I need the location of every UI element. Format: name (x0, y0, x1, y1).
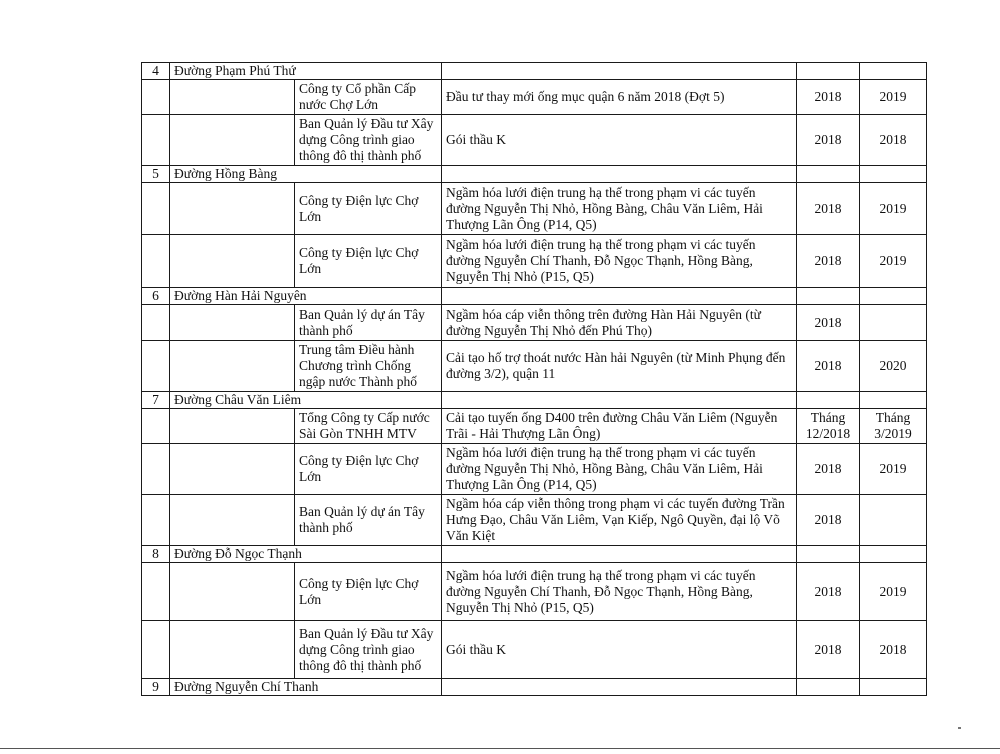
project-cell: Cải tạo tuyến ống D400 trên đường Châu Văn Liêm (Nguyễn Trãi - Hải Thượng Lãn Ông) (442, 409, 797, 444)
empty-number-cell (142, 115, 170, 166)
empty-cell (442, 166, 797, 183)
project-cell: Ngầm hóa lưới điện trung hạ thế trong phạm vi các tuyến đường Nguyễn Thị Nhỏ, Hồng Bàng, Châu Văn Liêm, Hải Thượng Lãn Ông (P14, Q5) (442, 444, 797, 495)
table-row (142, 495, 927, 546)
section-street: Đường Phạm Phú Thứ (170, 63, 442, 80)
end-year-cell (860, 305, 927, 341)
unit-cell: Công ty Điện lực Chợ Lớn (295, 183, 442, 235)
unit-cell: Tổng Công ty Cấp nước Sài Gòn TNHH MTV (295, 409, 442, 444)
empty-cell (442, 679, 797, 696)
start-year-cell: 2018 (797, 305, 860, 341)
section-number: 6 (142, 288, 170, 305)
empty-number-cell (142, 444, 170, 495)
section-number: 8 (142, 546, 170, 563)
empty-cell (442, 546, 797, 563)
empty-number-cell (142, 235, 170, 288)
empty-street-cell (170, 115, 295, 166)
empty-cell (442, 63, 797, 80)
unit-cell: Ban Quản lý dự án Tây thành phố (295, 495, 442, 546)
start-year-cell: 2018 (797, 341, 860, 392)
empty-cell (797, 546, 860, 563)
unit-cell: Công ty Cổ phần Cấp nước Chợ Lớn (295, 80, 442, 115)
unit-cell: Công ty Điện lực Chợ Lớn (295, 444, 442, 495)
start-year-cell: 2018 (797, 495, 860, 546)
project-cell: Ngầm hóa lưới điện trung hạ thế trong phạm vi các tuyến đường Nguyễn Thị Nhỏ, Hồng Bàng, Châu Văn Liêm, Hải Thượng Lãn Ông (P14, Q5) (442, 183, 797, 235)
section-street: Đường Đỗ Ngọc Thạnh (170, 546, 442, 563)
table-row (142, 183, 927, 235)
project-cell: Ngầm hóa lưới điện trung hạ thế trong phạm vi các tuyến đường Nguyễn Chí Thanh, Đỗ Ngọc Thạnh, Hồng Bàng, Nguyễn Thị Nhỏ (P15, Q5) (442, 563, 797, 621)
empty-cell (860, 63, 927, 80)
end-year-cell: 2019 (860, 235, 927, 288)
empty-cell (860, 546, 927, 563)
scan-speck (958, 727, 961, 729)
end-year-cell: 2018 (860, 115, 927, 166)
empty-number-cell (142, 563, 170, 621)
end-year-cell: 2019 (860, 444, 927, 495)
section-street: Đường Hồng Bàng (170, 166, 442, 183)
start-year-cell: 2018 (797, 621, 860, 679)
empty-cell (860, 679, 927, 696)
start-year-cell: 2018 (797, 563, 860, 621)
empty-number-cell (142, 80, 170, 115)
end-year-cell: 2019 (860, 80, 927, 115)
start-year-cell: 2018 (797, 444, 860, 495)
empty-cell (797, 679, 860, 696)
section-street: Đường Châu Văn Liêm (170, 392, 442, 409)
end-year-cell: Tháng 3/2019 (860, 409, 927, 444)
empty-street-cell (170, 235, 295, 288)
project-cell: Đầu tư thay mới ống mục quận 6 năm 2018 (Đợt 5) (442, 80, 797, 115)
empty-number-cell (142, 305, 170, 341)
empty-street-cell (170, 183, 295, 235)
start-year-cell: 2018 (797, 80, 860, 115)
table-row (142, 621, 927, 679)
end-year-cell: 2018 (860, 621, 927, 679)
empty-street-cell (170, 621, 295, 679)
empty-number-cell (142, 409, 170, 444)
empty-street-cell (170, 444, 295, 495)
empty-street-cell (170, 563, 295, 621)
empty-cell (797, 166, 860, 183)
project-cell: Gói thầu K (442, 621, 797, 679)
end-year-cell (860, 495, 927, 546)
section-row (142, 679, 927, 696)
section-row (142, 546, 927, 563)
section-street: Đường Nguyễn Chí Thanh (170, 679, 442, 696)
start-year-cell: 2018 (797, 183, 860, 235)
table-row (142, 305, 927, 341)
empty-cell (860, 392, 927, 409)
section-row (142, 166, 927, 183)
empty-street-cell (170, 409, 295, 444)
section-row (142, 63, 927, 80)
start-year-cell: 2018 (797, 115, 860, 166)
empty-street-cell (170, 80, 295, 115)
empty-number-cell (142, 495, 170, 546)
section-number: 4 (142, 63, 170, 80)
empty-cell (860, 288, 927, 305)
section-row (142, 392, 927, 409)
section-street: Đường Hàn Hải Nguyên (170, 288, 442, 305)
start-year-cell: Tháng 12/2018 (797, 409, 860, 444)
project-cell: Ngầm hóa cáp viễn thông trên đường Hàn Hải Nguyên (từ đường Nguyễn Thị Nhỏ đến Phú Thọ) (442, 305, 797, 341)
section-number: 9 (142, 679, 170, 696)
unit-cell: Ban Quản lý Đầu tư Xây dựng Công trình giao thông đô thị thành phố (295, 115, 442, 166)
start-year-cell: 2018 (797, 235, 860, 288)
table-body (142, 63, 927, 696)
table-row (142, 235, 927, 288)
unit-cell: Công ty Điện lực Chợ Lớn (295, 235, 442, 288)
section-row (142, 288, 927, 305)
unit-cell: Ban Quản lý Đầu tư Xây dựng Công trình giao thông đô thị thành phố (295, 621, 442, 679)
empty-cell (797, 63, 860, 80)
end-year-cell: 2020 (860, 341, 927, 392)
empty-street-cell (170, 305, 295, 341)
table-row (142, 409, 927, 444)
empty-street-cell (170, 341, 295, 392)
table-row (142, 341, 927, 392)
section-number: 5 (142, 166, 170, 183)
empty-cell (797, 392, 860, 409)
end-year-cell: 2019 (860, 183, 927, 235)
page-bottom-rule (0, 748, 1000, 749)
project-cell: Ngầm hóa cáp viễn thông trong phạm vi các tuyến đường Trần Hưng Đạo, Châu Văn Liêm, Vạn Kiếp, Ngô Quyền, đại lộ Võ Văn Kiệt (442, 495, 797, 546)
empty-cell (797, 288, 860, 305)
table-row (142, 444, 927, 495)
end-year-cell: 2019 (860, 563, 927, 621)
project-cell: Gói thầu K (442, 115, 797, 166)
empty-cell (442, 288, 797, 305)
empty-cell (860, 166, 927, 183)
empty-number-cell (142, 183, 170, 235)
project-cell: Ngầm hóa lưới điện trung hạ thế trong phạm vi các tuyến đường Nguyễn Chí Thanh, Đỗ Ngọc Thạnh, Hồng Bàng, Nguyễn Thị Nhỏ (P15, Q5) (442, 235, 797, 288)
empty-number-cell (142, 341, 170, 392)
unit-cell: Trung tâm Điều hành Chương trình Chống ngập nước Thành phố (295, 341, 442, 392)
unit-cell: Ban Quản lý dự án Tây thành phố (295, 305, 442, 341)
empty-cell (442, 392, 797, 409)
table-row (142, 80, 927, 115)
table-row (142, 563, 927, 621)
table-row (142, 115, 927, 166)
empty-street-cell (170, 495, 295, 546)
project-cell: Cải tạo hố trợ thoát nước Hàn hải Nguyên (từ Minh Phụng đến đường 3/2), quận 11 (442, 341, 797, 392)
project-table (141, 62, 927, 696)
section-number: 7 (142, 392, 170, 409)
empty-number-cell (142, 621, 170, 679)
unit-cell: Công ty Điện lực Chợ Lớn (295, 563, 442, 621)
